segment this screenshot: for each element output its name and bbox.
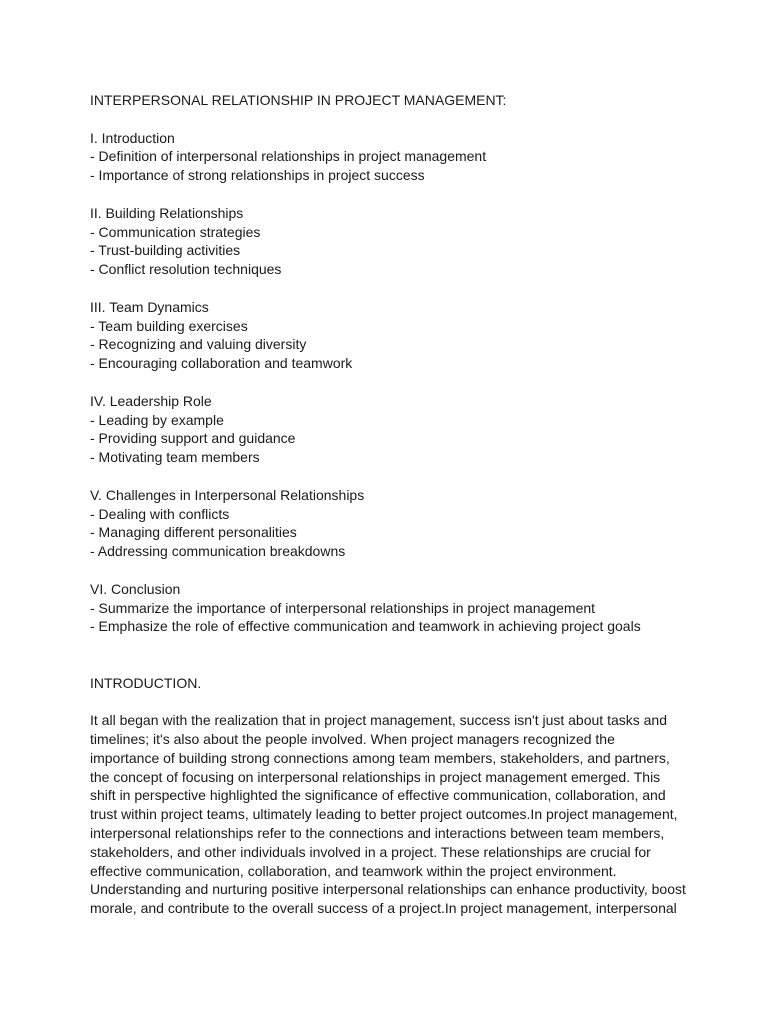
document-title: INTERPERSONAL RELATIONSHIP IN PROJECT MANAGEMENT: (90, 92, 507, 108)
outline-section-5 (90, 486, 678, 561)
introduction-paragraph (90, 711, 686, 918)
paragraph-line: effective communication, collaboration, and teamwork within the project environment. (90, 862, 617, 879)
paragraph-line: importance of building strong connections among team members, stakeholders, and partners, (90, 749, 670, 766)
section-heading: III. Team Dynamics (90, 298, 209, 315)
outline-item: - Summarize the importance of interpersonal relationships in project management (90, 599, 596, 616)
spacer (90, 279, 678, 298)
paragraph-line: the concept of focusing on interpersonal relationships in project management emerged. This (90, 768, 661, 785)
section-heading: VI. Conclusion (90, 580, 181, 597)
outline-item: - Dealing with conflicts (90, 505, 230, 522)
outline-item: - Leading by example (90, 411, 224, 428)
paragraph-line: Understanding and nurturing positive interpersonal relationships can enhance productivity, boost (90, 881, 686, 898)
spacer (90, 693, 678, 712)
paragraph-line: timelines; it's also about the people involved. When project managers recognized the (90, 731, 615, 748)
spacer (90, 110, 678, 129)
outline-section-2 (90, 204, 678, 279)
outline-item: - Conflict resolution techniques (90, 261, 282, 278)
outline-section-3 (90, 298, 678, 373)
document-page (90, 91, 686, 918)
introduction-heading: INTRODUCTION. (90, 674, 202, 691)
spacer (90, 373, 678, 392)
outline-item: - Addressing communication breakdowns (90, 543, 346, 560)
section-heading: II. Building Relationships (90, 204, 244, 221)
outline-item: - Recognizing and valuing diversity (90, 336, 307, 353)
section-heading: I. Introduction (90, 129, 175, 146)
paragraph-line: trust within project teams, ultimately leading to better project outcomes.In project management, (90, 806, 678, 823)
paragraph-line: morale, and contribute to the overall success of a project.In project management, interpersonal (90, 900, 677, 917)
outline-item: - Communication strategies (90, 223, 261, 240)
spacer (90, 561, 678, 580)
paragraph-line: shift in perspective highlighted the significance of effective communication, collaboration, and (90, 787, 666, 804)
paragraph-line: stakeholders, and other individuals involved in a project. These relationships are crucial for (90, 843, 651, 860)
outline-section-4 (90, 392, 678, 467)
spacer (90, 636, 678, 674)
outline-item: - Encouraging collaboration and teamwork (90, 355, 353, 372)
paragraph-line: It all began with the realization that in project management, success isn't just about tasks and (90, 712, 667, 729)
outline-item: - Importance of strong relationships in project success (90, 167, 425, 184)
outline-section-1 (90, 129, 678, 185)
outline-item: - Team building exercises (90, 317, 248, 334)
outline-item: - Emphasize the role of effective communication and teamwork in achieving project goals (90, 618, 641, 635)
outline-item: - Managing different personalities (90, 524, 297, 541)
spacer (90, 185, 678, 204)
outline-item: - Motivating team members (90, 449, 260, 466)
section-heading: IV. Leadership Role (90, 392, 212, 409)
paragraph-line: interpersonal relationships refer to the connections and interactions between team members, (90, 825, 665, 842)
spacer (90, 467, 678, 486)
section-heading: V. Challenges in Interpersonal Relationships (90, 486, 365, 503)
outline-section-6 (90, 580, 678, 636)
outline-item: - Trust-building activities (90, 242, 241, 259)
outline-item: - Definition of interpersonal relationships in project management (90, 148, 487, 165)
outline-item: - Providing support and guidance (90, 430, 296, 447)
